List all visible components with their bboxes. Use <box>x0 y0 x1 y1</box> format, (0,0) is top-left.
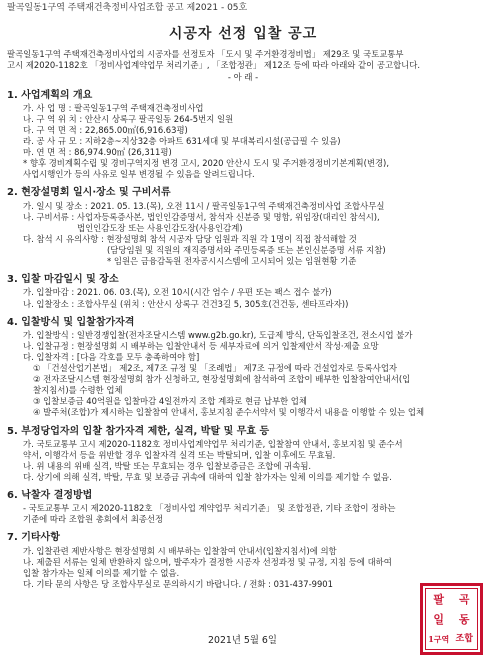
section-line: 나. 구 역 위 치 : 안산시 상록구 팔곡일동 264-5번지 일원 <box>23 113 234 124</box>
association-seal <box>420 583 483 655</box>
section-line: ③ 입찰보증금 40억원을 입찰마감 4일전까지 조합 계좌로 현금 납부한 업체 <box>33 396 307 407</box>
section-line: 다. 참석 시 유의사항 : 현장설명회 참석 시공자 담당 임원과 직원 각 1명이 직접 참석해할 것 <box>23 233 357 244</box>
section-line: * 향후 경비계획수립 및 경비구역지정 변경 고시, 2020 안산시 도시 및 주거환경정비기본계획(변경), <box>23 158 389 169</box>
section-title: 2. 현장설명회 일시·장소 및 구비서류 <box>7 187 171 199</box>
section-line: 가. 사 업 명 : 팔곡일동1구역 주택재건축정비사업 <box>23 102 204 113</box>
section-line: 나. 구비서류 : 사업자등록증사본, 법인인감증명서, 참석자 신분증 및 명함, 위임장(대리인 참석시), <box>23 211 380 222</box>
seal-char: 팔 <box>433 592 445 606</box>
section-title: 3. 입찰 마감일시 및 장소 <box>7 274 119 286</box>
section-line: 사업시행인가 등의 사유로 일부 변경될 수 있음을 알려드립니다. <box>23 169 255 180</box>
section-line: 마. 연 면 적 : 86,974.90㎡ (26,311평) <box>23 147 172 158</box>
section-line: 나. 제출된 서류는 일체 반환하지 않으며, 발주자가 결정한 시공자 선정과정 및 규정, 지침 등에 대하여 <box>23 556 392 567</box>
section-line: 가. 일시 및 장소 : 2021. 05. 13.(목), 오전 11시 / 팔곡일동1구역 주택재건축정비사업 조합사무실 <box>23 200 385 211</box>
section-line: - 국토교통부 고시 제2020-1182호 「정비사업 계약업무 처리기준」 및 조합정관, 기타 조합이 정하는 <box>23 503 396 514</box>
section-line: (담당임원 및 직원의 재직증명서와 주민등록증 또는 본인신분증명 서류 지참) <box>107 245 386 256</box>
intro-paragraph <box>7 49 479 71</box>
section-line: 가. 입찰관련 제반사항은 현장설명회 시 배부하는 입찰참여 안내서(입찰지침서)에 의함 <box>23 545 337 556</box>
section-title: 6. 낙찰자 결정방법 <box>7 490 93 502</box>
section-line: 입찰 참가자는 일체 이의를 제기할 수 없음. <box>23 567 180 578</box>
section-line: 다. 입찰자격 : [다음 각호를 모두 충족하여야 함] <box>23 351 200 362</box>
section-line: 다. 구 역 면 적 : 22,865.00㎡(6,916.63평) <box>23 125 188 135</box>
seal-char: 곡 <box>458 592 470 606</box>
intro-line: 팔곡일동1구역 주택재건축정비사업의 시공자를 선정토자 「도시 및 주거환경정비법」 제29조 및 국토교통부 <box>7 49 404 60</box>
page-title: 시공자 선정 입찰 공고 <box>168 25 318 42</box>
announcement-number: 팔곡일동1구역 주택재건축정비사업조합 공고 제2021 - 05호 <box>7 3 248 13</box>
section-line: 다. 기타 문의 사항은 당 조합사무실로 문의하시기 바랍니다. / 전화 : 031-437-9901 <box>23 578 333 589</box>
announcement-date: 2021년 5월 6일 <box>208 635 277 646</box>
section-line: ① 「건설산업기본법」 제2조, 제7조 규정 및 「조례법」 제7조 규정에 따라 건설업자로 등록사업자 <box>33 363 398 374</box>
seal-text-grid <box>425 588 478 650</box>
notice-label: - 아 래 - <box>227 71 259 82</box>
section-line: 라. 공 사 규 모 : 지하2층~지상32층 아파트 631세대 및 부대복리시설(공급필 수 있음) <box>23 136 341 147</box>
intro-line: 고시 제2020-1182호 「정비사업계약업무 처리기준」, 「조합정관」 제12조 등에 따라 아래와 같이 공고합니다. <box>7 60 420 71</box>
section-line: 가. 입찰방식 : 일반경쟁입찰(전자조달시스템 www.g2b.go.kr), 도급제 방식, 단독입찰조건, 전소시업 불가 <box>23 329 413 340</box>
section-line: 법인인감도장 또는 사용인감도장(사용인감계) <box>77 222 243 233</box>
section-line: 약서, 이행각서 등을 위반할 경우 입찰자격 실격 또는 박탈되며, 입찰 이후에도 무효됨. <box>23 449 336 460</box>
seal-char: 일 <box>433 612 445 626</box>
section-title: 1. 사업계획의 개요 <box>7 89 93 101</box>
section-title: 5. 부정당업자의 입찰 참가자격 제한, 실격, 박탈 및 무효 등 <box>7 425 270 437</box>
seal-char: 동 <box>458 612 470 626</box>
seal-char: 1구역 <box>428 634 450 644</box>
section-line: 찰지침서)를 수령한 업체 <box>33 385 123 396</box>
section-line: 나. 입찰장소 : 조합사무실 (위치 : 안산시 상록구 건건3길 5, 305호(건건동, 센타프라자)) <box>23 298 349 309</box>
section-title: 4. 입찰방식 및 입찰참가자격 <box>7 316 135 328</box>
seal-char: 조합 <box>455 633 473 644</box>
section-line: 나. 입찰규정 : 현장설명회 시 배부하는 입찰안내서 등 세부자료에 의거 입찰제안서 작성·제출 요망 <box>23 340 379 351</box>
section-line: ④ 발주처(조합)가 제시하는 입찰참여 안내서, 홍보지침 준수서약서 및 이행각서 내용을 이행할 수 있는 업체 <box>33 407 425 418</box>
section-line: 가. 입찰마감 : 2021. 06. 03.(목), 오전 10시(시간 엄수 / 우편 또는 팩스 접수 불가) <box>23 287 332 298</box>
section-line: 나. 위 내용의 위배 실격, 박탈 또는 무효되는 경우 입찰보증금은 조합에 귀속됨. <box>23 460 312 471</box>
section-line: 기준에 따라 조합원 총회에서 최종선정 <box>23 514 164 525</box>
section-line: 다. 상기에 의해 실격, 박탈, 무효 및 보증금 귀속에 대하여 입찰 참가자는 일체 이의를 제기할 수 없음. <box>23 472 392 482</box>
section-line: 가. 국토교통부 고시 제2020-1182호 정비사업계약업무 처리기준, 입찰참여 안내서, 홍보지침 및 준수서 <box>23 438 403 449</box>
section-line: * 임원은 금융감독원 전자공시시스템에 고시되어 있는 임원현황 기준 <box>107 256 357 267</box>
section-title: 7. 기타사항 <box>7 532 60 544</box>
section-line: ② 전자조달시스템 현장설명회 참가 신청하고, 현장설명회에 참석하여 조합이 배부한 입찰참여안내서(입 <box>33 374 411 385</box>
sections-container <box>7 89 479 590</box>
